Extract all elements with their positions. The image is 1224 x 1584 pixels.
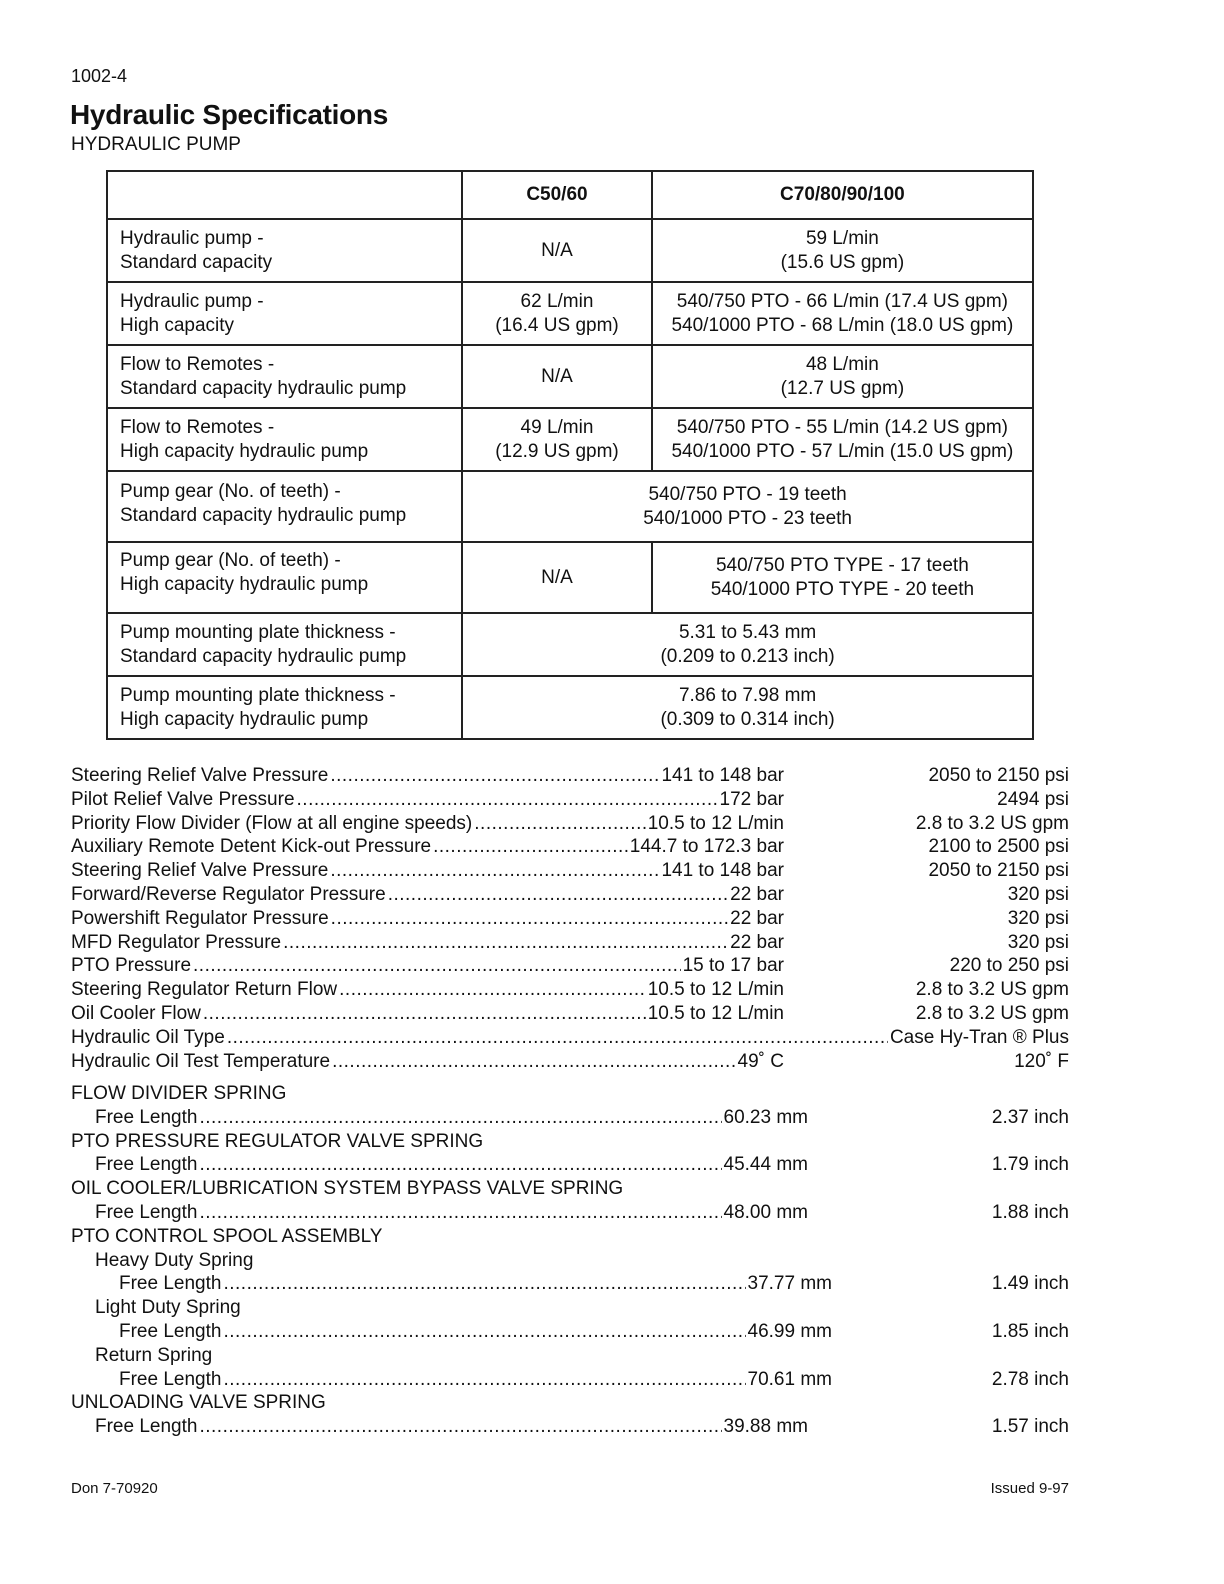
oil-temp-line: Hydraulic Oil Test Temperature ..... 49˚ C 120˚ F bbox=[71, 1050, 1069, 1074]
pressure-specs-list bbox=[71, 764, 1069, 1073]
pump-spec-table bbox=[106, 170, 1034, 740]
cell-c50-60: 62 L/min (16.4 US gpm) bbox=[462, 282, 652, 345]
row-label: Pump gear (No. of teeth) - High capacity hydraulic pump bbox=[107, 542, 462, 613]
table-row bbox=[107, 408, 1033, 471]
spec-line: Free Length ..... 37.77 mm 1.49 inch bbox=[71, 1272, 1069, 1296]
spring-subheader: Light Duty Spring bbox=[95, 1297, 241, 1319]
spec-line: Oil Cooler Flow ..... 10.5 to 12 L/min 2.8 to 3.2 US gpm bbox=[71, 1002, 1069, 1026]
spec-line: Pilot Relief Valve Pressure ..... 172 bar 2494 psi bbox=[71, 788, 1069, 812]
header-c50-60: C50/60 bbox=[462, 171, 652, 219]
table-row bbox=[107, 542, 1033, 613]
spec-line: Forward/Reverse Regulator Pressure ..... 22 bar 320 psi bbox=[71, 883, 1069, 907]
section-subtitle: HYDRAULIC PUMP bbox=[71, 134, 241, 155]
spring-header: FLOW DIVIDER SPRING bbox=[71, 1083, 287, 1104]
cell-c70-100: 540/750 PTO - 66 L/min (17.4 US gpm) 540/1000 PTO - 68 L/min (18.0 US gpm) bbox=[652, 282, 1033, 345]
spec-line: Powershift Regulator Pressure ..... 22 bar 320 psi bbox=[71, 907, 1069, 931]
row-label: Flow to Remotes - Standard capacity hydraulic pump bbox=[107, 345, 462, 408]
page-number: 1002-4 bbox=[71, 66, 128, 86]
oil-type-line: Hydraulic Oil Type ..... Case Hy-Tran ® Plus bbox=[71, 1026, 1069, 1050]
cell-spanned: 7.86 to 7.98 mm (0.309 to 0.314 inch) bbox=[462, 676, 1033, 739]
row-label: Pump mounting plate thickness - Standard capacity hydraulic pump bbox=[107, 613, 462, 676]
header-blank bbox=[107, 171, 462, 219]
page-title: Hydraulic Specifications bbox=[70, 99, 389, 130]
spec-line: Steering Relief Valve Pressure ..... 141 to 148 bar 2050 to 2150 psi bbox=[71, 764, 1069, 788]
spec-line: Free Length ..... 46.99 mm 1.85 inch bbox=[71, 1320, 1069, 1344]
spec-line: Free Length ..... 39.88 mm 1.57 inch bbox=[71, 1415, 1069, 1439]
cell-c50-60: N/A bbox=[462, 542, 652, 613]
row-label: Hydraulic pump - High capacity bbox=[107, 282, 462, 345]
spec-line: MFD Regulator Pressure ..... 22 bar 320 psi bbox=[71, 931, 1069, 955]
table-row bbox=[107, 613, 1033, 676]
cell-c70-100: 540/750 PTO - 55 L/min (14.2 US gpm) 540/1000 PTO - 57 L/min (15.0 US gpm) bbox=[652, 408, 1033, 471]
table-row bbox=[107, 676, 1033, 739]
table-row bbox=[107, 219, 1033, 282]
spring-header: OIL COOLER/LUBRICATION SYSTEM BYPASS VALVE SPRING bbox=[71, 1178, 624, 1200]
table-row bbox=[107, 282, 1033, 345]
spring-subheader: Return Spring bbox=[95, 1344, 213, 1366]
row-label: Pump mounting plate thickness - High capacity hydraulic pump bbox=[107, 676, 462, 739]
spring-subheader: Heavy Duty Spring bbox=[95, 1249, 254, 1271]
spec-line: Free Length ..... 45.44 mm 1.79 inch bbox=[71, 1153, 1069, 1177]
spring-header: PTO PRESSURE REGULATOR VALVE SPRING bbox=[71, 1130, 484, 1152]
cell-c50-60: 49 L/min (12.9 US gpm) bbox=[462, 408, 652, 471]
spec-line: Steering Relief Valve Pressure ..... 141 to 148 bar 2050 to 2150 psi bbox=[71, 859, 1069, 883]
cell-c50-60: N/A bbox=[462, 345, 652, 408]
table-header-row bbox=[107, 171, 1033, 219]
cell-c70-100: 48 L/min (12.7 US gpm) bbox=[652, 345, 1033, 408]
spec-line: Free Length ..... 60.23 mm 2.37 inch bbox=[71, 1106, 1069, 1130]
cell-c70-100: 59 L/min (15.6 US gpm) bbox=[652, 219, 1033, 282]
spec-line: Steering Regulator Return Flow ..... 10.5 to 12 L/min 2.8 to 3.2 US gpm bbox=[71, 978, 1069, 1002]
footer-issued: Issued 9-97 bbox=[990, 1480, 1069, 1497]
spec-line: Auxiliary Remote Detent Kick-out Pressure ..... 144.7 to 172.3 bar 2100 to 2500 psi bbox=[71, 835, 1069, 859]
row-label: Pump gear (No. of teeth) - Standard capacity hydraulic pump bbox=[107, 471, 462, 542]
cell-spanned: 540/750 PTO - 19 teeth 540/1000 PTO - 23 teeth bbox=[462, 471, 1033, 542]
spec-line: PTO Pressure ..... 15 to 17 bar 220 to 250 psi bbox=[71, 954, 1069, 978]
row-label: Flow to Remotes - High capacity hydraulic pump bbox=[107, 408, 462, 471]
spec-line: Free Length ..... 70.61 mm 2.78 inch bbox=[71, 1368, 1069, 1392]
table-row bbox=[107, 471, 1033, 542]
footer-doc-number: Don 7-70920 bbox=[71, 1480, 158, 1497]
spring-header: PTO CONTROL SPOOL ASSEMBLY bbox=[71, 1225, 383, 1247]
spring-specs-list bbox=[71, 1082, 1069, 1439]
spec-line: Priority Flow Divider (Flow at all engine speeds) ..... 10.5 to 12 L/min 2.8 to 3.2 US gpm bbox=[71, 812, 1069, 836]
header-c70-100: C70/80/90/100 bbox=[652, 171, 1033, 219]
cell-c50-60: N/A bbox=[462, 219, 652, 282]
row-label: Hydraulic pump - Standard capacity bbox=[107, 219, 462, 282]
cell-c70-100: 540/750 PTO TYPE - 17 teeth 540/1000 PTO TYPE - 20 teeth bbox=[652, 542, 1033, 613]
spring-header: UNLOADING VALVE SPRING bbox=[71, 1392, 326, 1414]
table-row bbox=[107, 345, 1033, 408]
cell-spanned: 5.31 to 5.43 mm (0.209 to 0.213 inch) bbox=[462, 613, 1033, 676]
spec-line: Free Length ..... 48.00 mm 1.88 inch bbox=[71, 1201, 1069, 1225]
